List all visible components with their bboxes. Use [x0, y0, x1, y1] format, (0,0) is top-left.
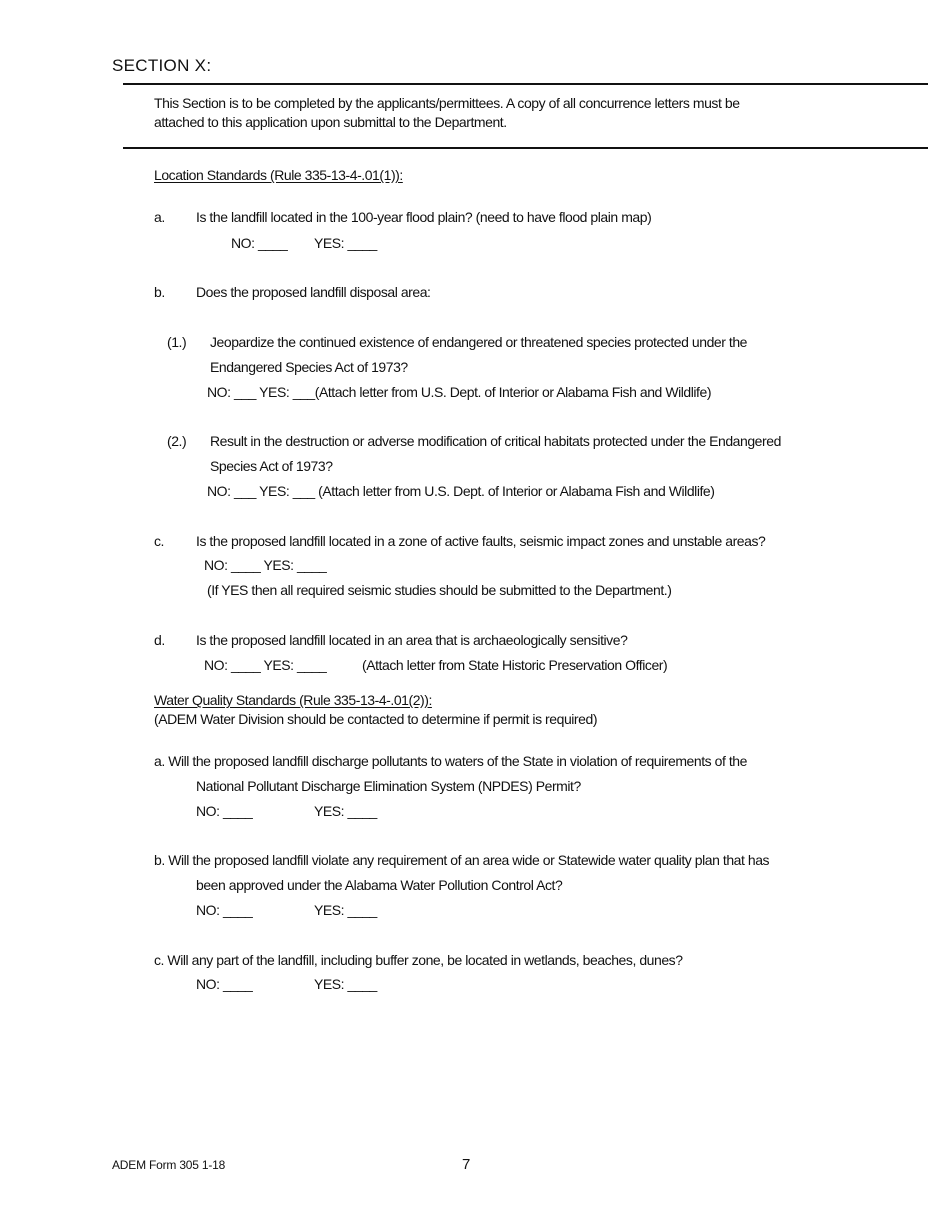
water-b-yes-field[interactable]: YES: ____: [314, 902, 377, 918]
water-b-no-field[interactable]: NO: ____: [196, 902, 253, 918]
water-a-yes-field[interactable]: YES: ____: [314, 803, 377, 819]
location-d-answer-field[interactable]: NO: ____ YES: ____: [204, 657, 327, 673]
location-b1-line-1: Jeopardize the continued existence of endangered or threatened species protected under the: [210, 334, 748, 350]
location-b-question: Does the proposed landfill disposal area:: [196, 284, 431, 300]
location-c-answer-field[interactable]: NO: ____ YES: ____: [204, 557, 327, 573]
location-a-question: Is the landfill located in the 100-year flood plain? (need to have flood plain map): [196, 209, 652, 225]
form-identifier: ADEM Form 305 1-18: [112, 1158, 226, 1172]
water-c-yes-field[interactable]: YES: ____: [314, 976, 377, 992]
water-quality-heading: Water Quality Standards (Rule 335-13-4-.01(2)):: [154, 692, 432, 708]
location-b1-line-2: Endangered Species Act of 1973?: [210, 359, 408, 375]
location-b2-line-2: Species Act of 1973?: [210, 458, 333, 474]
water-quality-subheading: (ADEM Water Division should be contacted to determine if permit is required): [154, 711, 598, 727]
location-c-question: Is the proposed landfill located in a zone of active faults, seismic impact zones and unstable areas?: [196, 533, 766, 549]
location-b1-answer-field[interactable]: NO: ___ YES: ___(Attach letter from U.S. Dept. of Interior or Alabama Fish and Wildlife): [207, 384, 712, 400]
water-b-line-2: been approved under the Alabama Water Pollution Control Act?: [196, 877, 563, 893]
water-c-no-field[interactable]: NO: ____: [196, 976, 253, 992]
location-b2-answer-field[interactable]: NO: ___ YES: ___ (Attach letter from U.S. Dept. of Interior or Alabama Fish and Wildlife): [207, 483, 715, 499]
location-c-note: (If YES then all required seismic studies should be submitted to the Department.): [207, 582, 672, 598]
location-c-label: c.: [154, 533, 164, 549]
location-b2-line-1: Result in the destruction or adverse modification of critical habitats protected under the Endangered: [210, 433, 781, 449]
water-c-line-1: c. Will any part of the landfill, including buffer zone, be located in wetlands, beaches, dunes?: [154, 952, 683, 968]
location-b2-number: (2.): [167, 433, 187, 449]
location-b1-number: (1.): [167, 334, 187, 350]
intro-line-2: attached to this application upon submittal to the Department.: [154, 114, 507, 130]
location-d-question: Is the proposed landfill located in an area that is archaeologically sensitive?: [196, 632, 628, 648]
page-number: 7: [462, 1156, 471, 1173]
water-a-no-field[interactable]: NO: ____: [196, 803, 253, 819]
location-a-yes-field[interactable]: YES: ____: [314, 235, 377, 251]
location-a-label: a.: [154, 209, 165, 225]
location-d-note: (Attach letter from State Historic Preservation Officer): [362, 657, 668, 673]
top-divider: [123, 83, 928, 85]
bottom-divider: [123, 147, 928, 149]
water-a-line-1: a. Will the proposed landfill discharge pollutants to waters of the State in violation of requirements of the: [154, 753, 747, 769]
location-b-label: b.: [154, 284, 165, 300]
section-title: SECTION X:: [112, 56, 212, 75]
location-d-label: d.: [154, 632, 165, 648]
intro-line-1: This Section is to be completed by the applicants/permittees. A copy of all concurrence letters must be: [154, 95, 740, 111]
water-b-line-1: b. Will the proposed landfill violate any requirement of an area wide or Statewide water quality plan that has: [154, 852, 770, 868]
location-standards-heading: Location Standards (Rule 335-13-4-.01(1)):: [154, 167, 403, 183]
water-a-line-2: National Pollutant Discharge Elimination System (NPDES) Permit?: [196, 778, 581, 794]
location-a-no-field[interactable]: NO: ____: [231, 235, 288, 251]
